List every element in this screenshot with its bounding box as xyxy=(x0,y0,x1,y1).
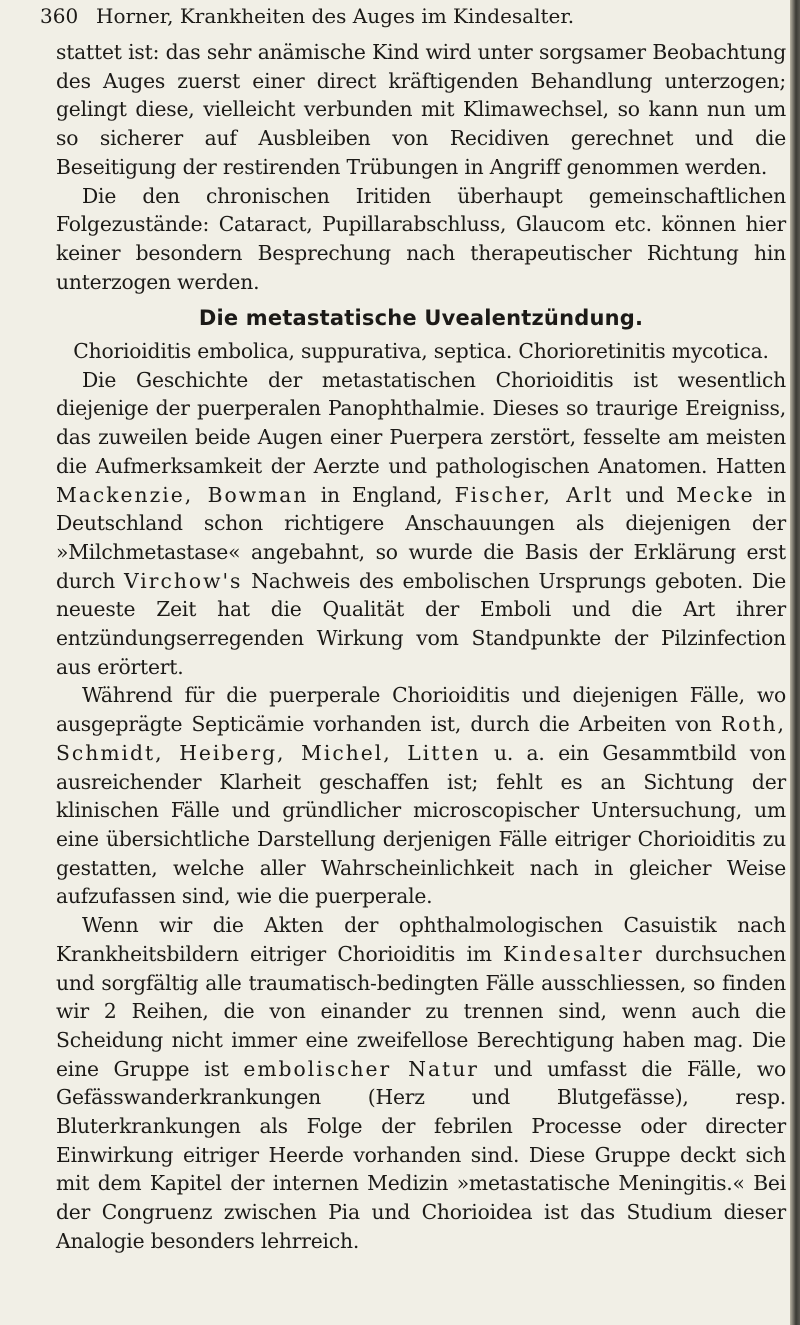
page-number: 360 xyxy=(40,4,79,28)
p4-text-b: u. a. ein Gesammtbild von ausreichender Klarheit geschaffen ist; fehlt es an Sichtung der klinischen Fälle und gründlicher microscopischer Untersuchung, um eine übersichtliche Darstellung derjenigen Fälle eitriger Chorioiditis zu gestatten, welche aller Wahrscheinlichkeit nach in gleicher Weise aufzufassen sind, wie die puerperale. xyxy=(56,740,787,909)
running-title: Horner, Krankheiten des Auges im Kindesalter. xyxy=(96,4,575,28)
p3-authors-4: Virchow's xyxy=(123,568,243,593)
p5-spaced-term-1: Kindesalter xyxy=(503,941,644,966)
paragraph-2: Die den chronischen Iritiden überhaupt gemeinschaftlichen Folgezustände: Cataract, Pupillarabschluss, Glaucom etc. können hier keiner besondern Besprechung nach therapeutischer Richtung hin unterzogen werden. xyxy=(56,183,786,294)
paragraph-4 xyxy=(56,681,786,911)
running-header xyxy=(40,2,740,30)
p5-text-b: durchsuchen und sorgfältig alle traumatisch-bedingten Fälle ausschliessen, so finden wir 2 Reihen, die von einander zu trennen sind, wenn auch die Scheidung nicht immer eine zweifellose Berechtigung haben mag. Die eine Gruppe ist xyxy=(56,941,786,1081)
p3-text-a: Die Geschichte der metastatischen Chorioiditis ist wesentlich diejenige der puerperalen Panophthalmie. Dieses so traurige Ereigniss, das zuweilen beide Augen einer Puerpera zerstört, fesselte am meisten die Aufmerksamkeit der Aerzte und pathologischen Anatomen. Hatten xyxy=(56,367,786,478)
p5-text-c: und umfasst die Fälle, wo Gefässwanderkrankungen (Herz und Blutgefässe), resp. Bluterkrankungen als Folge der febrilen Processe oder directer Einwirkung eitriger Heerde vorhanden sind. Diese Gruppe deckt sich mit dem Kapitel der internen Medizin »metastatische Meningitis.« Bei der Congruenz zwischen Pia und Chorioidea ist das Studium dieser Analogie besonders lehrreich. xyxy=(56,1056,786,1253)
p3-authors-3: Mecke xyxy=(676,482,755,507)
section-subheading: Chorioiditis embolica, suppurativa, septica. Chorioretinitis mycotica. xyxy=(73,339,769,364)
paragraph-3 xyxy=(56,366,786,682)
paragraph-5 xyxy=(56,911,786,1255)
p5-text-a: Wenn wir die Akten der ophthalmologischen Casuistik nach Krankheitsbildern eitriger Chorioiditis im xyxy=(56,913,786,966)
section-heading: Die metastatische Uvealentzündung. xyxy=(198,306,644,331)
p3-text-d: in Deutschland schon richtigere Anschauungen als diejenigen der »Milchmetastase« angebahnt, so wurde die Basis der Erklärung erst durch xyxy=(56,482,787,593)
p3-authors-2: Fischer, Arlt xyxy=(454,482,614,507)
paragraph-1: stattet ist: das sehr anämische Kind wird unter sorgsamer Beobachtung des Auges zuerst einer direct kräftigenden Behandlung unterzogen; gelingt diese, vielleicht verbunden mit Klimawechsel, so kann nun um so sicherer auf Ausbleiben von Recidiven gerechnet und die Beseitigung der restirenden Trübungen in Angriff genommen werden. xyxy=(56,40,786,179)
p4-text-a: Während für die puerperale Chorioiditis und diejenigen Fälle, wo ausgeprägte Septicämie vorhanden ist, durch die Arbeiten von xyxy=(56,683,786,737)
page-edge-shadow xyxy=(790,0,800,1325)
p3-text-b: in England, xyxy=(320,482,443,507)
p3-authors-1: Mackenzie, Bowman xyxy=(56,482,309,507)
p5-spaced-term-2: embolischer Natur xyxy=(243,1056,479,1081)
p3-text-e: Nachweis des embolischen Ursprungs geboten. Die neueste Zeit hat die Qualität der Emboli und die Art ihrer entzündungserregenden Wirkung vom Standpunkte der Pilzinfection aus erörtert. xyxy=(56,568,787,679)
p4-authors: Roth, Schmidt, Heiberg, Michel, Litten xyxy=(56,712,786,765)
p3-text-c: und xyxy=(625,482,665,507)
page-body xyxy=(56,38,786,1256)
